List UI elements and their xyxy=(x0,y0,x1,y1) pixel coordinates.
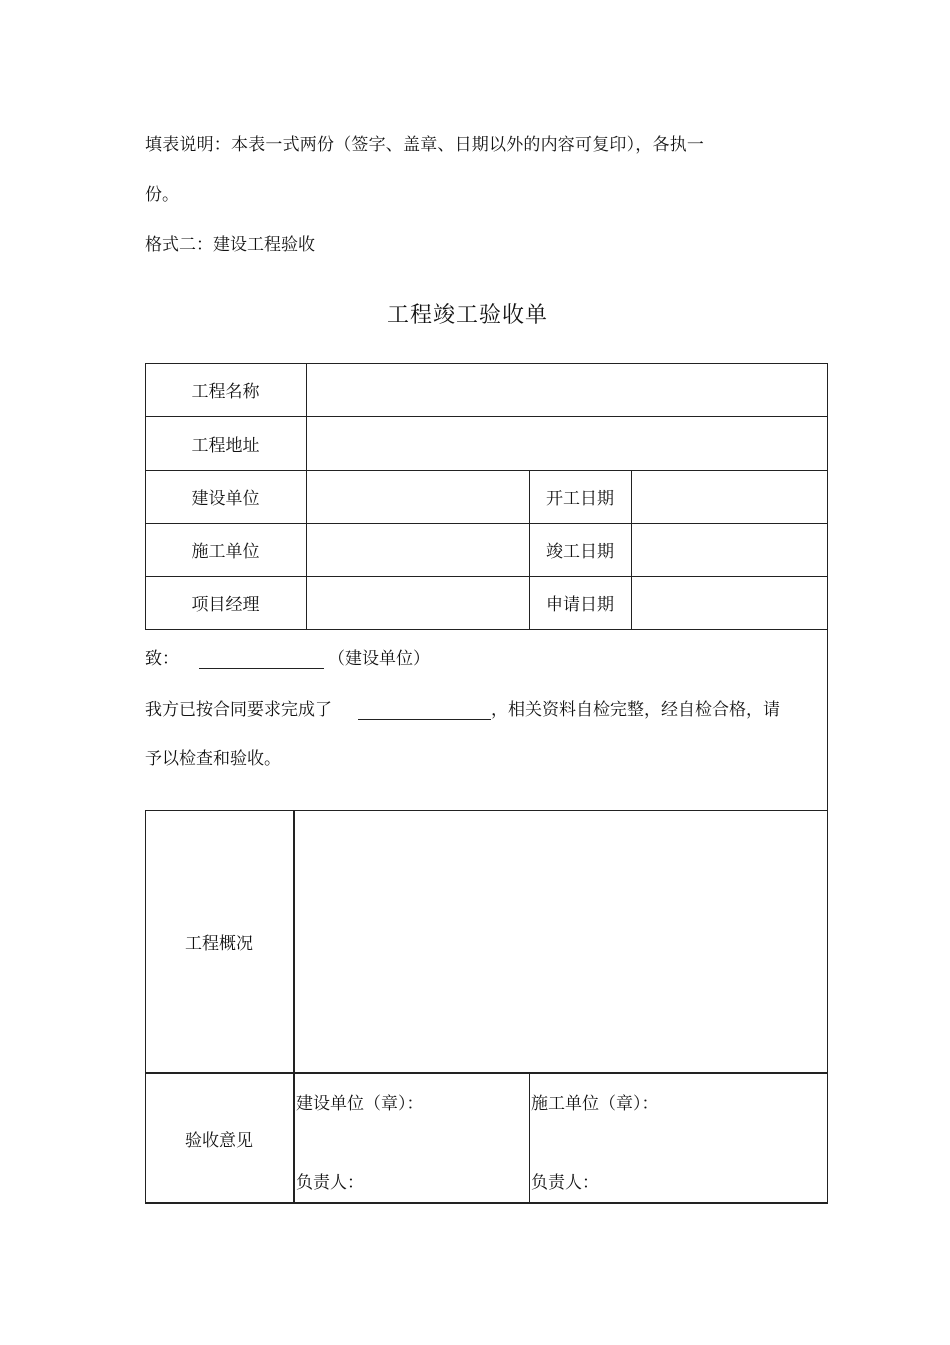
project-manager-field[interactable] xyxy=(307,577,529,629)
project-address-field[interactable] xyxy=(307,417,827,470)
letter-body-prefix: 我方已按合同要求完成了 xyxy=(145,700,332,720)
overview-label: 工程概况 xyxy=(185,934,253,954)
start-date-field[interactable] xyxy=(632,471,827,523)
construction-unit-label: 建设单位 xyxy=(191,489,260,509)
form-title: 工程竣工验收单 xyxy=(386,303,548,328)
construction-unit-field[interactable] xyxy=(307,471,529,523)
builder-person-label: 负责人： xyxy=(531,1173,599,1193)
builder-unit-label: 施工单位 xyxy=(191,542,260,562)
letter-body-line-2: 予以检查和验收。 xyxy=(145,749,281,769)
letter-to-prefix: 致： xyxy=(145,649,179,669)
acceptance-label: 验收意见 xyxy=(185,1130,253,1151)
acceptance-form xyxy=(145,363,828,1204)
completed-work-blank[interactable] xyxy=(358,701,491,720)
project-address-label: 工程地址 xyxy=(191,435,260,456)
completion-date-field[interactable] xyxy=(632,524,827,576)
project-name-field[interactable] xyxy=(307,364,827,416)
project-name-label: 工程名称 xyxy=(191,382,260,402)
overview-field[interactable] xyxy=(296,811,827,1072)
application-date-field[interactable] xyxy=(632,577,827,629)
start-date-label: 开工日期 xyxy=(546,489,614,509)
letter-body-line xyxy=(145,695,780,720)
recipient-blank[interactable] xyxy=(199,650,324,669)
letter-to-line xyxy=(145,644,430,669)
letter-to-suffix: （建设单位） xyxy=(328,649,430,669)
project-manager-label: 项目经理 xyxy=(191,595,260,615)
letter-body-suffix: ，相关资料自检完整，经自检合格，请 xyxy=(491,700,780,720)
format-label: 格式二：建设工程验收 xyxy=(145,235,315,255)
instructions-line-2: 份。 xyxy=(145,185,179,205)
builder-unit-field[interactable] xyxy=(307,524,529,576)
construction-seal-label: 建设单位（章）： xyxy=(296,1094,424,1114)
completion-date-label: 竣工日期 xyxy=(546,542,614,562)
builder-seal-label: 施工单位（章）： xyxy=(531,1094,659,1114)
construction-person-label: 负责人： xyxy=(296,1173,364,1193)
application-date-label: 申请日期 xyxy=(546,595,614,615)
instructions-line-1: 填表说明：本表一式两份（签字、盖章、日期以外的内容可复印），各执一 xyxy=(145,135,705,155)
